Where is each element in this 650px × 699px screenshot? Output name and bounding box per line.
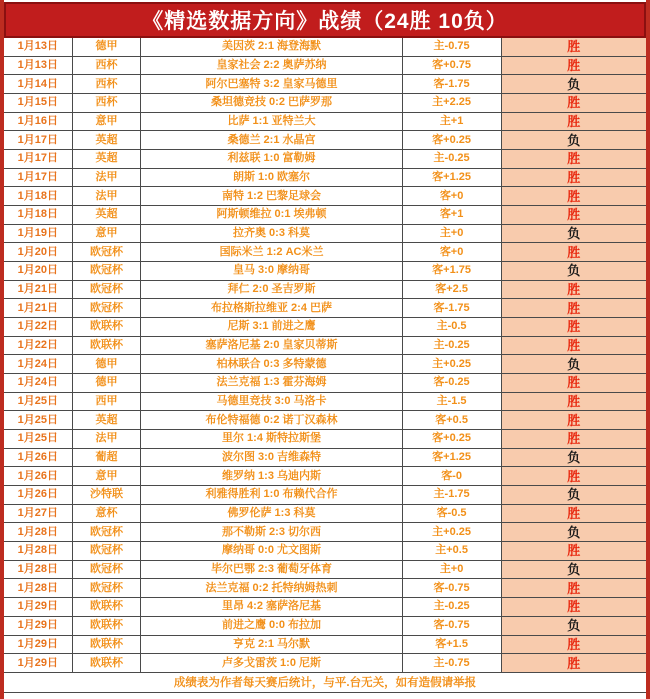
date-cell: 1月17日 — [4, 131, 73, 149]
date-cell: 1月20日 — [4, 243, 73, 261]
handicap-cell: 主-1.5 — [403, 393, 502, 411]
match-cell: 柏林联合 0:3 多特蒙德 — [141, 355, 402, 373]
match-cell: 阿尔巴塞特 3:2 皇家马德里 — [141, 75, 402, 93]
handicap-cell: 客+1 — [403, 206, 502, 224]
match-cell: 布拉格斯拉维亚 2:4 巴萨 — [141, 299, 402, 317]
table-row — [4, 355, 646, 374]
league-cell: 欧冠杯 — [73, 243, 142, 261]
handicap-cell: 主-0.5 — [403, 318, 502, 336]
result-cell: 胜 — [502, 430, 646, 448]
table-row — [4, 430, 646, 449]
result-cell: 负 — [502, 449, 646, 467]
date-cell: 1月24日 — [4, 355, 73, 373]
table-row — [4, 318, 646, 337]
match-cell: 佛罗伦萨 1:3 科莫 — [141, 505, 402, 523]
match-cell: 摩纳哥 0:0 尤文图斯 — [141, 542, 402, 560]
handicap-cell: 客+1.5 — [403, 636, 502, 654]
handicap-cell: 主+0.25 — [403, 355, 502, 373]
handicap-cell: 客+2.5 — [403, 281, 502, 299]
league-cell: 意甲 — [73, 225, 142, 243]
league-cell: 欧联杯 — [73, 654, 142, 672]
handicap-cell: 客+1.25 — [403, 449, 502, 467]
match-cell: 塞萨洛尼基 2:0 皇家贝蒂斯 — [141, 337, 402, 355]
date-cell: 1月29日 — [4, 654, 73, 672]
handicap-cell: 客-0.75 — [403, 617, 502, 635]
handicap-cell: 客-1.75 — [403, 299, 502, 317]
match-cell: 布伦特福德 0:2 诺丁汉森林 — [141, 411, 402, 429]
date-cell: 1月24日 — [4, 374, 73, 392]
league-cell: 意甲 — [73, 467, 142, 485]
date-cell: 1月13日 — [4, 38, 73, 56]
result-cell: 胜 — [502, 411, 646, 429]
table-row — [4, 542, 646, 561]
handicap-cell: 主-0.25 — [403, 337, 502, 355]
match-cell: 拜仁 2:0 圣吉罗斯 — [141, 281, 402, 299]
table-row — [4, 299, 646, 318]
league-cell: 欧冠杯 — [73, 579, 142, 597]
handicap-cell: 客-0 — [403, 467, 502, 485]
handicap-cell: 客+0.5 — [403, 411, 502, 429]
result-cell: 负 — [502, 523, 646, 541]
match-cell: 皇家社会 2:2 奥萨苏纳 — [141, 57, 402, 75]
table-row — [4, 113, 646, 132]
date-cell: 1月28日 — [4, 579, 73, 597]
table-footer-text: 成绩表为作者每天赛后统计，与平.台无关，如有造假请举报 — [173, 677, 477, 690]
result-cell: 负 — [502, 75, 646, 93]
result-cell: 胜 — [502, 113, 646, 131]
result-cell: 胜 — [502, 94, 646, 112]
table-row — [4, 94, 646, 113]
league-cell: 西杯 — [73, 57, 142, 75]
match-cell: 维罗纳 1:3 乌迪内斯 — [141, 467, 402, 485]
match-cell: 卢多戈雷茨 1:0 尼斯 — [141, 654, 402, 672]
date-cell: 1月28日 — [4, 523, 73, 541]
league-cell: 德甲 — [73, 374, 142, 392]
result-cell: 胜 — [502, 299, 646, 317]
result-cell: 胜 — [502, 318, 646, 336]
empty-bottom-row — [4, 693, 646, 699]
handicap-cell: 客+0.25 — [403, 131, 502, 149]
table-row — [4, 411, 646, 430]
handicap-cell: 客+0 — [403, 243, 502, 261]
match-cell: 法兰克福 0:2 托特纳姆热刺 — [141, 579, 402, 597]
league-cell: 沙特联 — [73, 486, 142, 504]
result-cell: 负 — [502, 355, 646, 373]
result-cell: 胜 — [502, 169, 646, 187]
match-cell: 拉齐奥 0:3 科莫 — [141, 225, 402, 243]
date-cell: 1月15日 — [4, 94, 73, 112]
table-row — [4, 523, 646, 542]
league-cell: 英超 — [73, 131, 142, 149]
handicap-cell: 主+0 — [403, 561, 502, 579]
match-cell: 国际米兰 1:2 AC米兰 — [141, 243, 402, 261]
result-cell: 胜 — [502, 393, 646, 411]
result-cell: 胜 — [502, 598, 646, 616]
match-cell: 法兰克福 1:3 霍芬海姆 — [141, 374, 402, 392]
table-row — [4, 169, 646, 188]
handicap-cell: 客+0.75 — [403, 57, 502, 75]
result-cell: 胜 — [502, 150, 646, 168]
result-cell: 胜 — [502, 206, 646, 224]
result-cell: 胜 — [502, 57, 646, 75]
date-cell: 1月27日 — [4, 505, 73, 523]
date-cell: 1月25日 — [4, 430, 73, 448]
table-row — [4, 486, 646, 505]
result-cell: 胜 — [502, 505, 646, 523]
table-row — [4, 131, 646, 150]
league-cell: 英超 — [73, 206, 142, 224]
match-cell: 桑坦德竞技 0:2 巴萨罗那 — [141, 94, 402, 112]
table-body — [4, 38, 646, 673]
date-cell: 1月29日 — [4, 598, 73, 616]
match-cell: 波尔图 3:0 吉维森特 — [141, 449, 402, 467]
match-cell: 那不勒斯 2:3 切尔西 — [141, 523, 402, 541]
league-cell: 西杯 — [73, 75, 142, 93]
match-cell: 美因茨 2:1 海登海默 — [141, 38, 402, 56]
date-cell: 1月18日 — [4, 206, 73, 224]
result-cell: 胜 — [502, 467, 646, 485]
match-cell: 皇马 3:0 摩纳哥 — [141, 262, 402, 280]
table-row — [4, 636, 646, 655]
league-cell: 欧联杯 — [73, 617, 142, 635]
result-cell: 胜 — [502, 636, 646, 654]
date-cell: 1月20日 — [4, 262, 73, 280]
table-row — [4, 57, 646, 76]
league-cell: 欧冠杯 — [73, 299, 142, 317]
date-cell: 1月18日 — [4, 187, 73, 205]
handicap-cell: 客-0.25 — [403, 374, 502, 392]
league-cell: 欧冠杯 — [73, 523, 142, 541]
table-row — [4, 150, 646, 169]
result-cell: 胜 — [502, 542, 646, 560]
match-cell: 桑德兰 2:1 水晶宫 — [141, 131, 402, 149]
table-row — [4, 467, 646, 486]
table-row — [4, 505, 646, 524]
result-cell: 胜 — [502, 281, 646, 299]
match-cell: 毕尔巴鄂 2:3 葡萄牙体育 — [141, 561, 402, 579]
result-cell: 胜 — [502, 243, 646, 261]
handicap-cell: 客+1.75 — [403, 262, 502, 280]
date-cell: 1月29日 — [4, 617, 73, 635]
league-cell: 葡超 — [73, 449, 142, 467]
table-row — [4, 654, 646, 673]
handicap-cell: 客-0.75 — [403, 579, 502, 597]
table-row — [4, 262, 646, 281]
handicap-cell: 主+1 — [403, 113, 502, 131]
league-cell: 欧冠杯 — [73, 262, 142, 280]
page-title — [4, 2, 646, 38]
result-cell: 负 — [502, 617, 646, 635]
table-row — [4, 281, 646, 300]
result-cell: 负 — [502, 561, 646, 579]
league-cell: 欧联杯 — [73, 598, 142, 616]
date-cell: 1月28日 — [4, 561, 73, 579]
result-cell: 胜 — [502, 337, 646, 355]
handicap-cell: 客-1.75 — [403, 75, 502, 93]
match-cell: 亨克 2:1 马尔默 — [141, 636, 402, 654]
league-cell: 英超 — [73, 411, 142, 429]
league-cell: 德甲 — [73, 38, 142, 56]
handicap-cell: 主-0.75 — [403, 654, 502, 672]
league-cell: 西甲 — [73, 393, 142, 411]
table-row — [4, 393, 646, 412]
league-cell: 法甲 — [73, 169, 142, 187]
match-cell: 利兹联 1:0 富勒姆 — [141, 150, 402, 168]
date-cell: 1月25日 — [4, 411, 73, 429]
league-cell: 德甲 — [73, 355, 142, 373]
result-cell: 胜 — [502, 654, 646, 672]
handicap-cell: 主+2.25 — [403, 94, 502, 112]
match-cell: 马德里竞技 3:0 马洛卡 — [141, 393, 402, 411]
table-row — [4, 225, 646, 244]
league-cell: 法甲 — [73, 187, 142, 205]
table-row — [4, 449, 646, 468]
date-cell: 1月26日 — [4, 486, 73, 504]
league-cell: 欧联杯 — [73, 337, 142, 355]
table-row — [4, 617, 646, 636]
date-cell: 1月22日 — [4, 318, 73, 336]
match-cell: 尼斯 3:1 前进之鹰 — [141, 318, 402, 336]
handicap-cell: 主-1.75 — [403, 486, 502, 504]
match-cell: 南特 1:2 巴黎足球会 — [141, 187, 402, 205]
handicap-cell: 主+0.25 — [403, 523, 502, 541]
league-cell: 欧联杯 — [73, 636, 142, 654]
date-cell: 1月22日 — [4, 337, 73, 355]
handicap-cell: 主-0.25 — [403, 150, 502, 168]
match-cell: 阿斯顿维拉 0:1 埃弗顿 — [141, 206, 402, 224]
league-cell: 意杯 — [73, 505, 142, 523]
league-cell: 法甲 — [73, 430, 142, 448]
result-cell: 负 — [502, 486, 646, 504]
table-row — [4, 206, 646, 225]
table-row — [4, 374, 646, 393]
match-cell: 里尔 1:4 斯特拉斯堡 — [141, 430, 402, 448]
date-cell: 1月21日 — [4, 299, 73, 317]
table-row — [4, 38, 646, 57]
page-title-text: 《精选数据方向》战绩（24胜 10负） — [142, 10, 508, 33]
table-row — [4, 75, 646, 94]
league-cell: 英超 — [73, 150, 142, 168]
league-cell: 欧冠杯 — [73, 561, 142, 579]
result-cell: 胜 — [502, 579, 646, 597]
table-row — [4, 579, 646, 598]
date-cell: 1月16日 — [4, 113, 73, 131]
table-row — [4, 187, 646, 206]
handicap-cell: 主+0.5 — [403, 542, 502, 560]
league-cell: 欧联杯 — [73, 318, 142, 336]
league-cell: 意甲 — [73, 113, 142, 131]
result-cell: 胜 — [502, 187, 646, 205]
table-row — [4, 337, 646, 356]
table-row — [4, 598, 646, 617]
result-cell: 负 — [502, 262, 646, 280]
date-cell: 1月25日 — [4, 393, 73, 411]
date-cell: 1月17日 — [4, 169, 73, 187]
date-cell: 1月28日 — [4, 542, 73, 560]
date-cell: 1月21日 — [4, 281, 73, 299]
handicap-cell: 主-0.25 — [403, 598, 502, 616]
date-cell: 1月13日 — [4, 57, 73, 75]
date-cell: 1月26日 — [4, 467, 73, 485]
match-cell: 朗斯 1:0 欧塞尔 — [141, 169, 402, 187]
date-cell: 1月29日 — [4, 636, 73, 654]
match-cell: 比萨 1:1 亚特兰大 — [141, 113, 402, 131]
league-cell: 西杯 — [73, 94, 142, 112]
match-cell: 里昂 4:2 塞萨洛尼基 — [141, 598, 402, 616]
handicap-cell: 客+0.25 — [403, 430, 502, 448]
handicap-cell: 客-0.5 — [403, 505, 502, 523]
handicap-cell: 主+0 — [403, 225, 502, 243]
match-cell: 利雅得胜利 1:0 布赖代合作 — [141, 486, 402, 504]
date-cell: 1月14日 — [4, 75, 73, 93]
date-cell: 1月19日 — [4, 225, 73, 243]
date-cell: 1月17日 — [4, 150, 73, 168]
handicap-cell: 主-0.75 — [403, 38, 502, 56]
result-cell: 负 — [502, 131, 646, 149]
handicap-cell: 客+0 — [403, 187, 502, 205]
table-row — [4, 243, 646, 262]
table-row — [4, 561, 646, 580]
league-cell: 欧冠杯 — [73, 542, 142, 560]
date-cell: 1月26日 — [4, 449, 73, 467]
match-cell: 前进之鹰 0:0 布拉加 — [141, 617, 402, 635]
handicap-cell: 客+1.25 — [403, 169, 502, 187]
result-cell: 胜 — [502, 38, 646, 56]
table-footer — [4, 673, 646, 693]
result-cell: 负 — [502, 225, 646, 243]
league-cell: 欧冠杯 — [73, 281, 142, 299]
result-cell: 胜 — [502, 374, 646, 392]
